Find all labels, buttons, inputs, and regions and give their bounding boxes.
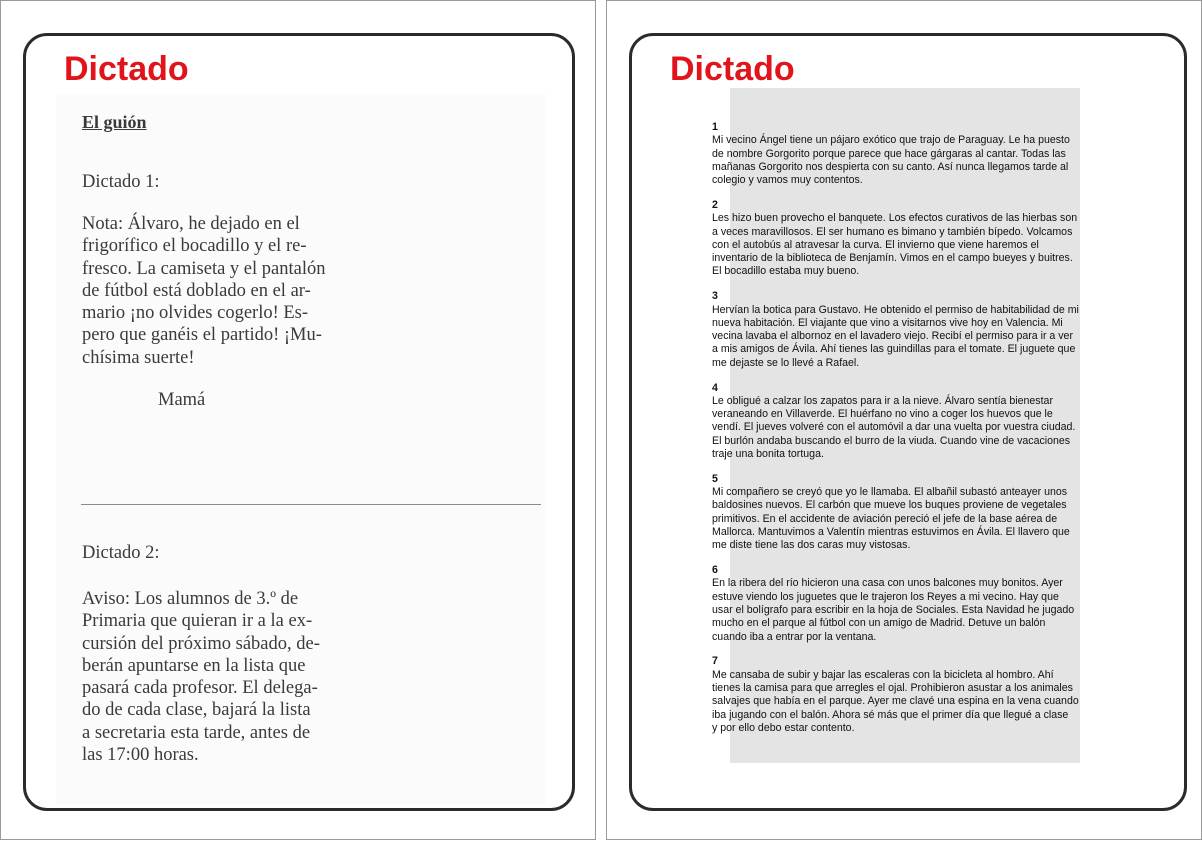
dictation-number: 4 xyxy=(712,381,718,394)
dictado1-line: de fútbol está doblado en el ar- xyxy=(82,280,311,301)
dictado1-line: mario ¡no olvides cogerlo! Es- xyxy=(82,303,309,324)
dictation-line: a veces maravillosos. El ser humano es bimano y también bípedo. Volcamos xyxy=(712,225,1073,238)
left-page-title: Dictado xyxy=(64,50,189,88)
right-card xyxy=(629,33,1187,811)
dictation-line: mañanas Gorgorito nos despierta con su canto. Así nunca llegamos tarde al xyxy=(712,160,1069,173)
dictado2-text xyxy=(82,588,332,766)
dictation-line: Les hizo buen provecho el banquete. Los efectos curativos de las hierbas son xyxy=(712,212,1078,225)
dictation-number: 2 xyxy=(712,198,718,211)
dictation-number: 7 xyxy=(712,655,718,668)
dictation-line: inventario de la biblioteca de Benjamín. Vimos en el campo bueyes y buitres. xyxy=(712,252,1073,265)
dictado1-line: fresco. La camiseta y el pantalón xyxy=(82,258,326,279)
dictation-line: veraneando en Villaverde. El huérfano no vino a coger los huevos que le xyxy=(712,408,1053,421)
dictation-line: cuando iba a entrar por la ventana. xyxy=(712,630,877,643)
dictado2-line: las 17:00 horas. xyxy=(82,745,199,766)
dictation-line: me dejaste se lo llevé a Rafael. xyxy=(712,356,860,369)
dictation-line: El bocadillo estaba muy bueno. xyxy=(712,265,860,278)
dictation-item xyxy=(712,382,1122,462)
dictation-line: usar el bolígrafo para escribir en la hoja de Sociales. Esta Navidad he jugado xyxy=(712,604,1075,616)
left-card xyxy=(23,33,575,811)
dictation-number: 3 xyxy=(712,290,718,303)
dictation-line: Mallorca. Mantuvimos a Valentín mientras estuvimos en Ávila. El llavero que xyxy=(712,526,1070,539)
separator-line xyxy=(81,504,541,505)
signature: Mamá xyxy=(158,390,206,410)
dictation-line: con el autobús al atravesar la curva. El invierno que viene haremos el xyxy=(712,238,1039,251)
dictado2-line: do de cada clase, bajará la lista xyxy=(82,700,311,721)
dictation-line: Le obligué a calzar los zapatos para ir a la nieve. Álvaro sentía bienestar xyxy=(712,394,1053,407)
script-heading: El guión xyxy=(82,112,147,132)
dictation-line: me diste tiene las dos caras muy vistosas. xyxy=(712,539,911,552)
dictado2-label: Dictado 2: xyxy=(82,543,160,563)
dictado1-text xyxy=(82,213,332,369)
dictado1-line: Nota: Álvaro, he dejado en el xyxy=(82,214,300,234)
dictation-line: mucho en el parque al fútbol con un amigo de Madrid. Detuve un balón xyxy=(712,617,1046,630)
dictation-line: Hervían la botica para Gustavo. He obtenido el permiso de habitabilidad de mi xyxy=(712,303,1079,316)
dictation-line: y por ello debo estar contento. xyxy=(712,721,855,734)
dictation-line: Me cansaba de subir y bajar las escaleras con la bicicleta al hombro. Ahí xyxy=(712,668,1054,681)
dictation-list xyxy=(712,121,1122,747)
dictation-line: estuve viendo los juguetes que le trajeron los Reyes a mi vecino. Hay que xyxy=(712,590,1059,603)
dictation-item xyxy=(712,655,1122,735)
dictado2-line: Primaria que quieran ir a la ex- xyxy=(82,611,313,632)
dictation-line: de nombre Gorgorito porque parece que hace gárgaras al cantar. Todas las xyxy=(712,147,1066,160)
dictation-line: colegio y vamos muy contentos. xyxy=(712,174,863,187)
right-page-title: Dictado xyxy=(670,50,795,88)
right-page xyxy=(606,0,1202,840)
dictation-line: iba jugando con el balón. Ahora sé más que el primer día que llegué a clase xyxy=(712,708,1069,721)
dictation-line: El burlón andaba buscando el burro de la viuda. Cuando vine de vacaciones xyxy=(712,434,1071,447)
dictation-line: vendí. El jueves volveré con el automóvil a dar una vuelta por vuestra ciudad. xyxy=(712,421,1076,434)
dictation-line: En la ribera del río hicieron una casa con unos balcones muy bonitos. Ayer xyxy=(712,577,1063,590)
dictation-line: salvajes que había en el parque. Ayer me clavé una espina en la vena cuando xyxy=(712,695,1079,708)
dictation-item xyxy=(712,564,1122,644)
dictation-item xyxy=(712,473,1122,553)
script-sheet xyxy=(56,94,546,804)
dictation-line: a mis amigos de Ávila. Ahí tienes las guindillas para el tomate. El juguete que xyxy=(712,343,1076,356)
dictation-number: 6 xyxy=(712,564,718,577)
dictation-line: Mi vecino Ángel tiene un pájaro exótico que trajo de Paraguay. Le ha puesto xyxy=(712,134,1070,147)
dictado1-line: pero que ganéis el partido! ¡Mu- xyxy=(82,325,322,346)
dictation-line: nueva habitación. El viajante que vino a visitarnos vive hoy en Valencia. Mi xyxy=(712,316,1063,329)
dictation-number: 5 xyxy=(712,472,718,485)
dictado2-line: a secretaria esta tarde, antes de xyxy=(82,722,311,743)
dictado2-line: pasará cada profesor. El delega- xyxy=(82,678,318,699)
dictation-item xyxy=(712,290,1122,370)
dictation-line: vecina lavaba el albornoz en el lavadero viejo. Recibí el permiso para ir a ver xyxy=(712,330,1073,343)
dictado1-label: Dictado 1: xyxy=(82,172,160,192)
dictado2-line: Aviso: Los alumnos de 3.º de xyxy=(82,589,299,609)
dictado1-line: frigorífico el bocadillo y el re- xyxy=(82,236,307,257)
dictado2-line: berán apuntarse en la lista que xyxy=(82,655,306,676)
dictation-line: tienes la camisa para que arregles el ojal. Prohibieron asustar a los animales xyxy=(712,681,1073,694)
dictation-item xyxy=(712,199,1122,279)
dictation-number: 1 xyxy=(712,121,718,133)
dictado2-line: cursión del próximo sábado, de- xyxy=(82,633,320,654)
dictation-item xyxy=(712,121,1122,187)
dictation-line: primitivos. En el accidente de aviación pereció el jefe de la base aérea de xyxy=(712,512,1058,525)
dictation-line: traje una bonita tortuga. xyxy=(712,448,824,461)
dictado1-line: chísima suerte! xyxy=(82,347,195,368)
dictation-line: baldosines nuevos. El carbón que mueve los buques proviene de vegetales xyxy=(712,499,1067,512)
left-page xyxy=(0,0,596,840)
dictation-line: Mi compañero se creyó que yo le llamaba. El albañil subastó anteayer unos xyxy=(712,486,1068,499)
